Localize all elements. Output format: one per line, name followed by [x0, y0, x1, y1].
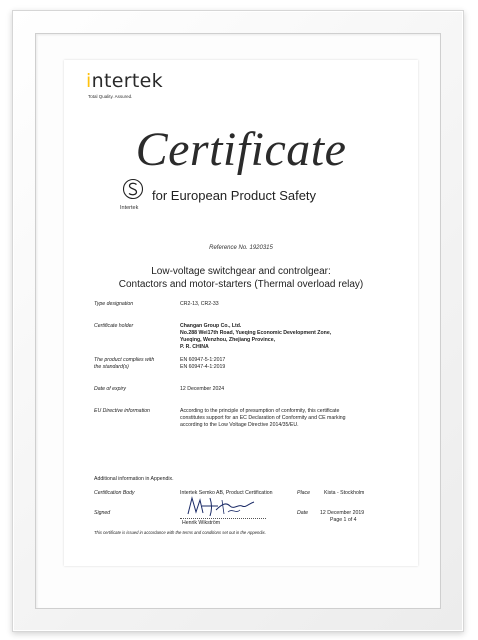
directive-label: EU Directive information: [94, 408, 150, 414]
date-value: 12 December 2019: [320, 510, 365, 516]
mark-label: Intertek: [120, 205, 139, 211]
complies-label-1: The product complies with: [94, 357, 155, 363]
certificate-paper: [64, 60, 418, 566]
product-line-2: Contactors and motor-starters (Thermal overload relay): [118, 279, 364, 290]
standard-1: EN 60947-5-1:2017: [180, 357, 226, 363]
s-mark-icon: [122, 178, 144, 204]
logo-tagline: Total Quality. Assured.: [88, 94, 133, 99]
place-label: Place: [297, 490, 310, 496]
place-value: Kista - Stockholm: [324, 490, 365, 496]
date-label: Date: [297, 510, 308, 516]
holder-name: Changan Group Co., Ltd.: [180, 323, 242, 329]
complies-label-2: the standard(s): [94, 364, 129, 370]
reference-number: Reference No. 1920315: [209, 245, 273, 251]
signature-line: [180, 518, 266, 519]
certificate-title: Certificate: [135, 123, 347, 176]
disclaimer: This certificate is issued in accordance with the terms and conditions set out in the Appendix.: [94, 530, 266, 535]
directive-line-3: according to the Low Voltage Directive 2014/35/EU.: [180, 422, 299, 428]
expiry-value: 12 December 2024: [180, 386, 225, 392]
intertek-logo: [86, 70, 163, 92]
holder-address-2: Yueqing, Wenzhou, Zhejiang Province,: [180, 337, 276, 343]
directive-line-1: According to the principle of presumption of conformity, this certificate: [180, 408, 340, 414]
holder-address-1: No.288 Wei17th Road, Yueqing Economic Development Zone,: [180, 330, 332, 336]
holder-country: P. R. CHINA: [180, 344, 209, 350]
expiry-label: Date of expiry: [94, 386, 127, 392]
type-designation-label: Type designation: [94, 301, 134, 307]
logo-text: intertek: [86, 70, 163, 92]
signed-label: Signed: [94, 510, 111, 516]
product-line-1: Low-voltage switchgear and controlgear:: [151, 266, 331, 277]
certification-body-label: Certification Body: [94, 490, 135, 496]
signature-image: [182, 494, 262, 518]
standard-2: EN 60947-4-1:2019: [180, 364, 226, 370]
certificate-subtitle: for European Product Safety: [152, 188, 317, 203]
type-designation-value: CR2-13, CR2-33: [180, 301, 219, 307]
directive-line-2: constitutes support for an EC Declaration of Conformity and CE marking: [180, 415, 346, 421]
holder-label: Certificate holder: [94, 323, 134, 329]
signatory-name: Henrik Wikström: [182, 520, 221, 526]
product-description: [64, 265, 418, 291]
appendix-note: Additional information in Appendix.: [94, 476, 174, 482]
page-indicator: Page 1 of 4: [330, 517, 357, 523]
certification-body-value: Intertek Semko AB, Product Certification: [180, 490, 273, 496]
